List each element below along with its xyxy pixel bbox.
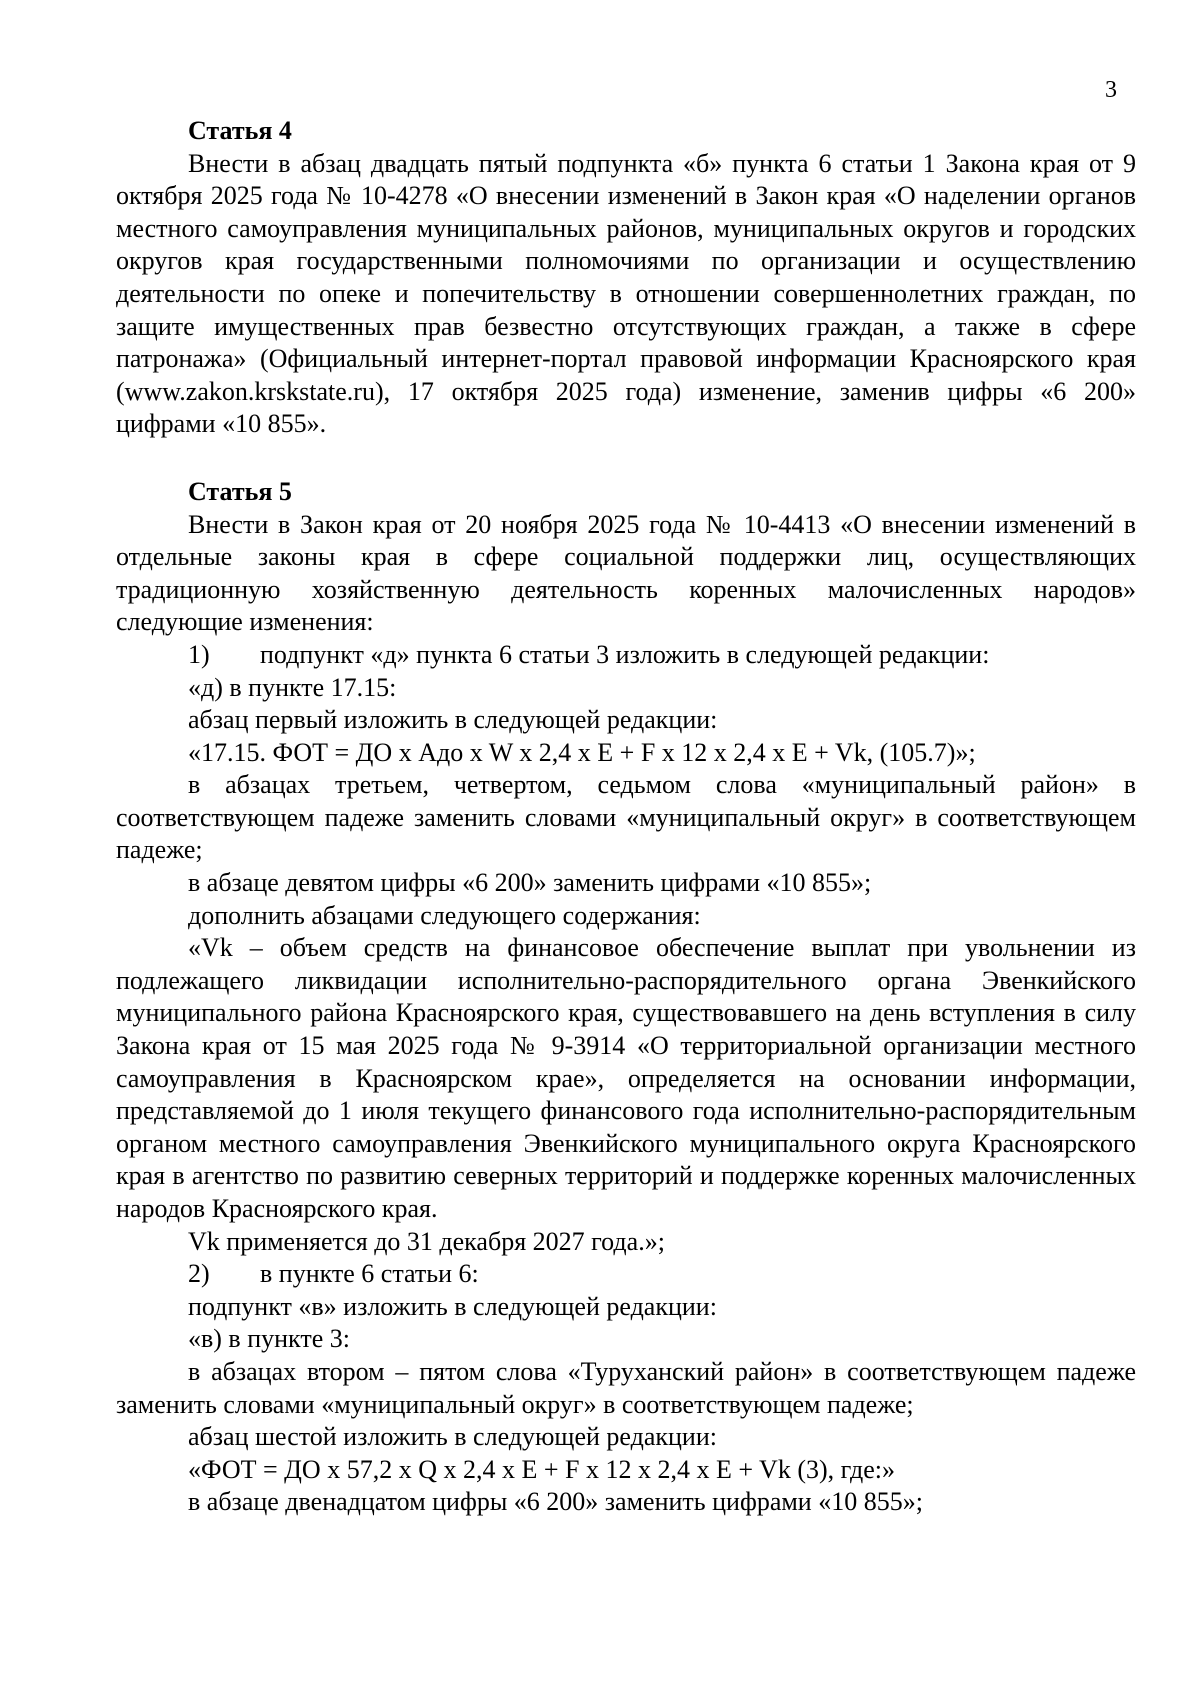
document-body bbox=[116, 115, 1136, 1519]
paragraph-line: «в) в пункте 3: bbox=[188, 1324, 350, 1354]
section-gap bbox=[116, 441, 1136, 476]
paragraph-line: Vk применяется до 31 декабря 2027 года.»; bbox=[188, 1226, 665, 1256]
formula-line: «ФОТ = ДО x 57,2 x Q x 2,4 x E + F x 12 x 2,4 x E + Vk (3), где:» bbox=[188, 1454, 896, 1484]
paragraph: «Vk – объем средств на финансовое обеспечение выплат при увольнении из подлежащего ликвидации исполнительно-распорядительного органа Эвенкийского муниципального района Красноярского края, существовавшего на день вступления в силу Закона края от 15 мая 2025 года № 9-3914 «О территориальной организации местного самоуправления в Красноярском крае», определяется на основании информации, представляемой до 1 июля текущего финансового года исполнительно-распорядительным органом местного самоуправления Эвенкийского муниципального округа Красноярского края в агентство по развитию северных территорий и поддержке коренных малочисленных народов Красноярского края. bbox=[116, 933, 1136, 1223]
paragraph: в абзацах третьем, четвертом, седьмом слова «муниципальный район» в соответствующем падеже заменить словами «муниципальный округ» в соответствующем падеже; bbox=[116, 770, 1136, 865]
paragraph-line: «д) в пункте 17.15: bbox=[188, 672, 397, 702]
article-5-intro: Внести в Закон края от 20 ноября 2025 года № 10-4413 «О внесении изменений в отдельные законы края в сфере социальной поддержки лиц, осуществляющих традиционную хозяйственную деятельность коренных малочисленных народов» следующие изменения: bbox=[116, 509, 1136, 637]
paragraph-line: абзац первый изложить в следующей редакции: bbox=[188, 705, 718, 735]
paragraph-line: абзац шестой изложить в следующей редакции: bbox=[188, 1422, 717, 1452]
paragraph: в абзацах втором – пятом слова «Туруханский район» в соответствующем падеже заменить словами «муниципальный округ» в соответствующем падеже; bbox=[116, 1356, 1136, 1419]
article-4-text: Внести в абзац двадцать пятый подпункта «б» пункта 6 статьи 1 Закона края от 9 октября 2025 года № 10-4278 «О внесении изменений в Закон края «О наделении органов местного самоуправления муниципальных районов, муниципальных округов и городских округов края государственными полномочиями по организации и осуществлению деятельности по опеке и попечительству в отношении совершеннолетних граждан, по защите имущественных прав безвестно отсутствующих граждан, а также в сфере патронажа» (Официальный интернет-портал правовой информации Красноярского края (www.zakon.krskstate.ru), 17 октября 2025 года) изменение, заменив цифры «6 200» цифрами «10 855». bbox=[116, 148, 1136, 439]
paragraph-line: в абзаце девятом цифры «6 200» заменить цифрами «10 855»; bbox=[188, 868, 872, 898]
paragraph-line: подпункт «в» изложить в следующей редакции: bbox=[188, 1291, 717, 1321]
article-5-item-2 bbox=[116, 1258, 1136, 1291]
item-2-number: 2) bbox=[188, 1259, 210, 1289]
paragraph-line: дополнить абзацами следующего содержания: bbox=[188, 900, 701, 930]
item-1-number: 1) bbox=[188, 639, 210, 669]
paragraph-line: в абзаце двенадцатом цифры «6 200» заменить цифрами «10 855»; bbox=[188, 1487, 923, 1517]
article-5-item-1 bbox=[116, 639, 1136, 672]
page-number: 3 bbox=[1105, 77, 1117, 103]
item-1-text: подпункт «д» пункта 6 статьи 3 изложить в следующей редакции: bbox=[260, 639, 990, 669]
formula-line: «17.15. ФОТ = ДО x Адо x W x 2,4 x E + F x 12 x 2,4 x E + Vk, (105.7)»; bbox=[188, 737, 976, 767]
item-2-text: в пункте 6 статьи 6: bbox=[260, 1259, 479, 1289]
article-5-heading: Статья 5 bbox=[188, 476, 292, 506]
article-4-heading: Статья 4 bbox=[188, 116, 292, 145]
